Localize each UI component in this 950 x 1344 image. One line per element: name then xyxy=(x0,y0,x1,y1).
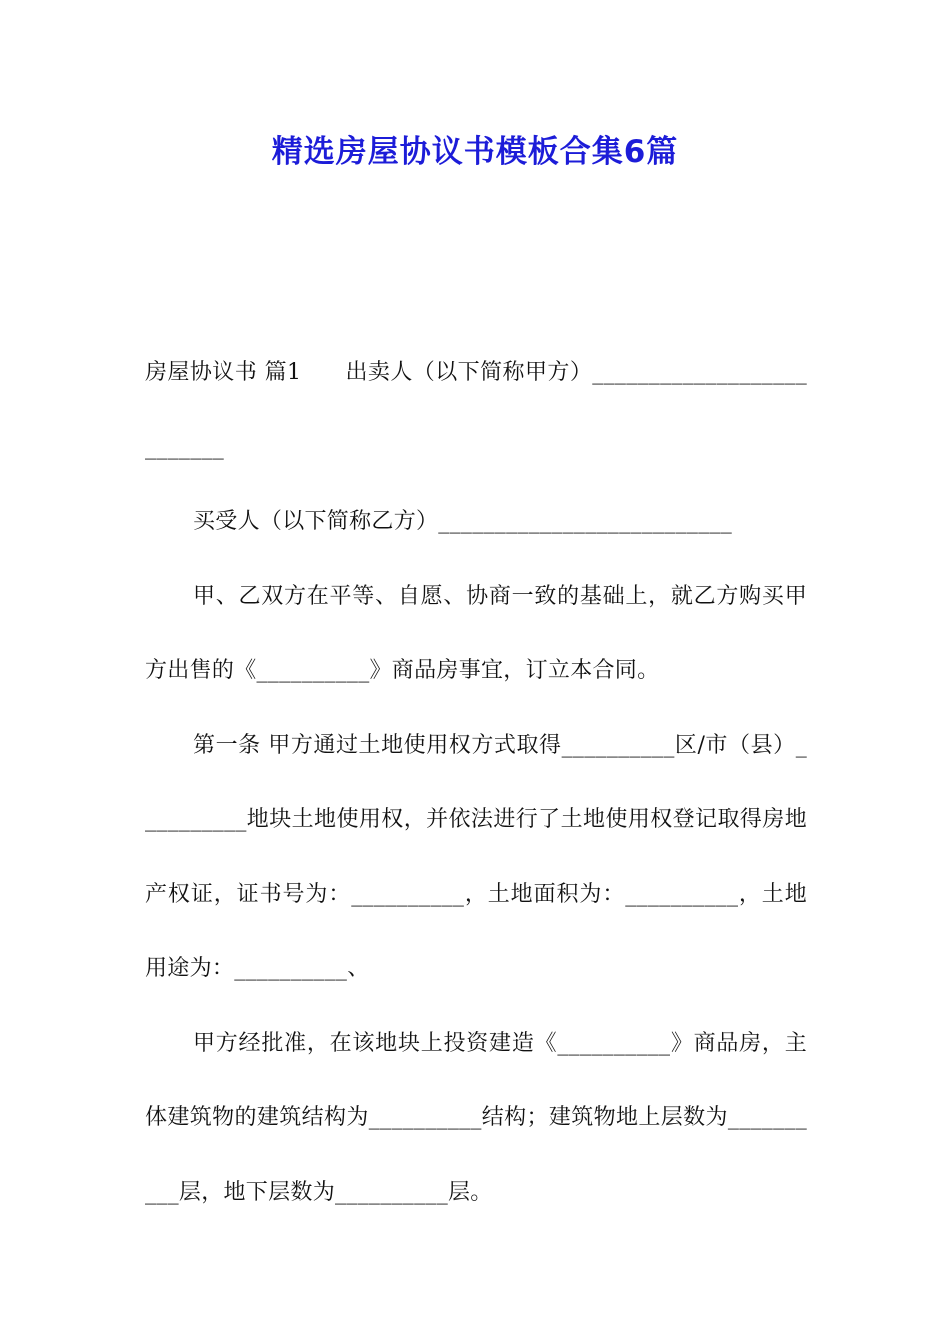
document-body xyxy=(145,336,807,1230)
paragraph-intro: 甲、乙双方在平等、自愿、协商一致的基础上，就乙方购买甲方出售的《__________》商品房事宜，订立本合同。 xyxy=(145,583,807,683)
section-label: 房屋协议书 篇1 xyxy=(145,360,302,385)
paragraph-buyer: 买受人（以下简称乙方）__________________________ xyxy=(193,509,733,534)
paragraph-seller xyxy=(145,336,807,485)
paragraph-article-1: 第一条 甲方通过土地使用权方式取得__________区/市（县）__________地块土地使用权，并依法进行了土地使用权登记取得房地产权证，证书号为：__________，土地面积为：__________，土地用途为：__________、 xyxy=(145,732,807,981)
document-title: 精选房屋协议书模板合集6篇 xyxy=(271,134,679,170)
paragraph-construction: 甲方经批准，在该地块上投资建造《__________》商品房，主体建筑物的建筑结构为__________结构；建筑物地上层数为__________层，地下层数为__________层。 xyxy=(145,1030,807,1205)
seller-line: 出卖人（以下简称甲方）__________________________ xyxy=(145,360,807,460)
